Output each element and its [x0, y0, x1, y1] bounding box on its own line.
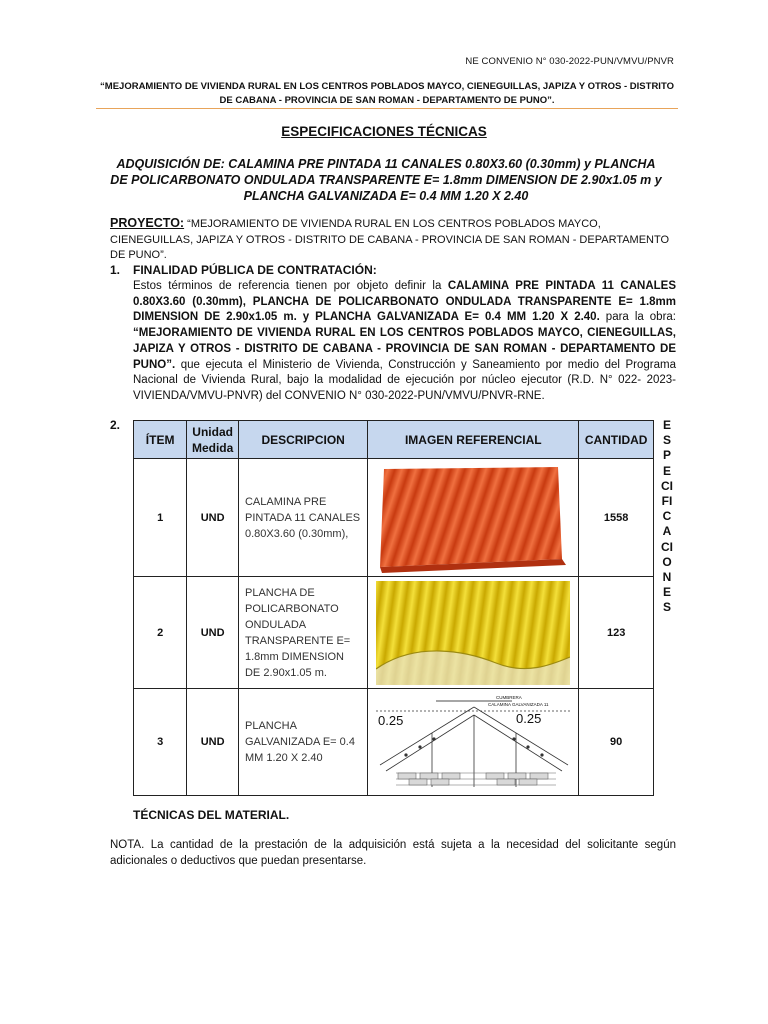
row-unit: UND	[187, 577, 239, 689]
row-unit: UND	[187, 459, 239, 577]
side-letter: CI	[661, 539, 673, 554]
roof-diagram-image	[376, 693, 570, 791]
row-image-cell	[368, 577, 579, 689]
calamina-image	[376, 463, 570, 573]
table-row	[134, 689, 654, 796]
header-project-title: “MEJORAMIENTO DE VIVIENDA RURAL EN LOS CENTROS POBLADOS MAYCO, CIENEGUILLAS, JAPIZA Y OTROS - DISTRITO DE CABANA - PROVINCIA DE SAN ROMAN - DEPARTAMENTO DE PUNO”.	[100, 81, 674, 106]
section-1-mid: para la obra:	[599, 311, 676, 324]
header-description: DESCRIPCION	[238, 421, 367, 459]
diagram-dim-left: 0.25	[378, 713, 404, 728]
proyecto-paragraph	[110, 216, 676, 264]
side-letter: FI	[661, 494, 673, 509]
table-row	[134, 577, 654, 689]
side-vertical-heading	[659, 418, 675, 616]
items-table	[133, 420, 654, 796]
section-1-body	[133, 279, 676, 405]
proyecto-label: PROYECTO:	[110, 216, 185, 230]
diagram-dim-right: 0.25	[516, 711, 542, 726]
side-letter: N	[662, 570, 672, 585]
document-title: ESPECIFICACIONES TÉCNICAS	[281, 124, 487, 139]
header-unit	[187, 421, 239, 459]
row-description: CALAMINA PRE PINTADA 11 CANALES 0.80X3.60 (0.30mm),	[238, 459, 367, 577]
header-unit-line2: Medida	[191, 440, 234, 455]
side-letter: E	[662, 418, 671, 432]
side-letter: O	[662, 554, 672, 569]
section-1-number: 1.	[110, 263, 121, 277]
nota-paragraph: NOTA. La cantidad de la prestación de la adquisición está sujeta a la necesidad del solicitante según adicionales o deductivos que puedan presentarse.	[110, 839, 676, 867]
header-quantity: CANTIDAD	[579, 421, 654, 459]
row-quantity: 1558	[579, 459, 654, 577]
acquisition-subtitle: ADQUISICIÓN DE: CALAMINA PRE PINTADA 11 CANALES 0.80X3.60 (0.30mm) y PLANCHA DE POLICARBONATO ONDULADA TRANSPARENTE E= 1.8mm DIMENSION DE 2.90x1.05 m y PLANCHA GALVANIZADA E= 0.4 MM 1.20 X 2.40	[110, 157, 662, 203]
row-quantity: 123	[579, 577, 654, 689]
row-unit: UND	[187, 689, 239, 796]
row-image-cell	[368, 459, 579, 577]
section-1-tail: que ejecuta el Ministerio de Vivienda, Construcción y Saneamiento por medio del Programa Nacional de Vivienda Rural, bajo la modalidad de ejecución por núcleo ejecutor (R.D. N° 022- 2023-VIVIENDA/VMVU-PNVR) del CONVENIO N° 030-2022-PUN/VMVU/PNVR-RNE.	[133, 358, 676, 402]
section-2-number: 2.	[110, 418, 121, 432]
convenio-reference: NE CONVENIO N° 030-2022-PUN/VMVU/PNVR	[465, 56, 674, 67]
row-item: 1	[134, 459, 187, 577]
side-letter: A	[662, 524, 672, 539]
side-letter: S	[662, 433, 671, 448]
header-item: ÍTEM	[134, 421, 187, 459]
side-letter: S	[662, 600, 671, 615]
section-1-heading: FINALIDAD PÚBLICA DE CONTRATACIÓN:	[133, 263, 377, 277]
diagram-label-calamina: CALAMINA GALVANIZADA 11	[488, 702, 549, 707]
side-letter: E	[662, 585, 671, 600]
section-2-continuation: TÉCNICAS DEL MATERIAL.	[133, 808, 290, 822]
proyecto-text: “MEJORAMIENTO DE VIVIENDA RURAL EN LOS CENTROS POBLADOS MAYCO, CIENEGUILLAS, JAPIZA Y OTROS - DISTRITO DE CABANA - PROVINCIA DE SAN ROMAN - DEPARTAMENTO DE PUNO”.	[110, 218, 670, 261]
row-description: PLANCHA DE POLICARBONATO ONDULADA TRANSPARENTE E= 1.8mm DIMENSION DE 2.90x1.05 m.	[238, 577, 367, 689]
side-letter: C	[662, 509, 672, 524]
side-letter: CI	[661, 478, 673, 493]
row-item: 2	[134, 577, 187, 689]
section-1-bold-obra: “MEJORAMIENTO DE VIVIENDA RURAL EN LOS CENTROS POBLADOS MAYCO, CIENEGUILLAS, JAPIZA Y OTROS - DISTRITO DE CABANA - PROVINCIA DE SAN ROMAN - DEPARTAMENTO DE PUNO”.	[133, 327, 676, 371]
header-unit-line1: Unidad	[192, 424, 233, 439]
row-description: PLANCHA GALVANIZADA E= 0.4 MM 1.20 X 2.40	[238, 689, 367, 796]
row-item: 3	[134, 689, 187, 796]
header-divider	[96, 108, 678, 109]
table-row	[134, 459, 654, 577]
diagram-label-cumbrera: CUMBRERA	[496, 695, 523, 700]
header-image: IMAGEN REFERENCIAL	[368, 421, 579, 459]
section-1-bold-items: CALAMINA PRE PINTADA 11 CANALES 0.80X3.60 (0.30mm), PLANCHA DE POLICARBONATO ONDULADA TRANSPARENTE E= 1.8mm DIMENSION DE 2.90x1.05 m. y PLANCHA GALVANIZADA E= 0.4 MM 1.20 X 2.40.	[133, 280, 676, 324]
row-image-cell	[368, 689, 579, 796]
row-quantity: 90	[579, 689, 654, 796]
side-letter: E	[662, 463, 671, 478]
table-header-row	[134, 421, 654, 459]
section-1-intro: Estos términos de referencia tienen por objeto definir la	[133, 280, 448, 292]
policarbonato-image	[376, 581, 570, 685]
side-letter: P	[662, 448, 671, 463]
